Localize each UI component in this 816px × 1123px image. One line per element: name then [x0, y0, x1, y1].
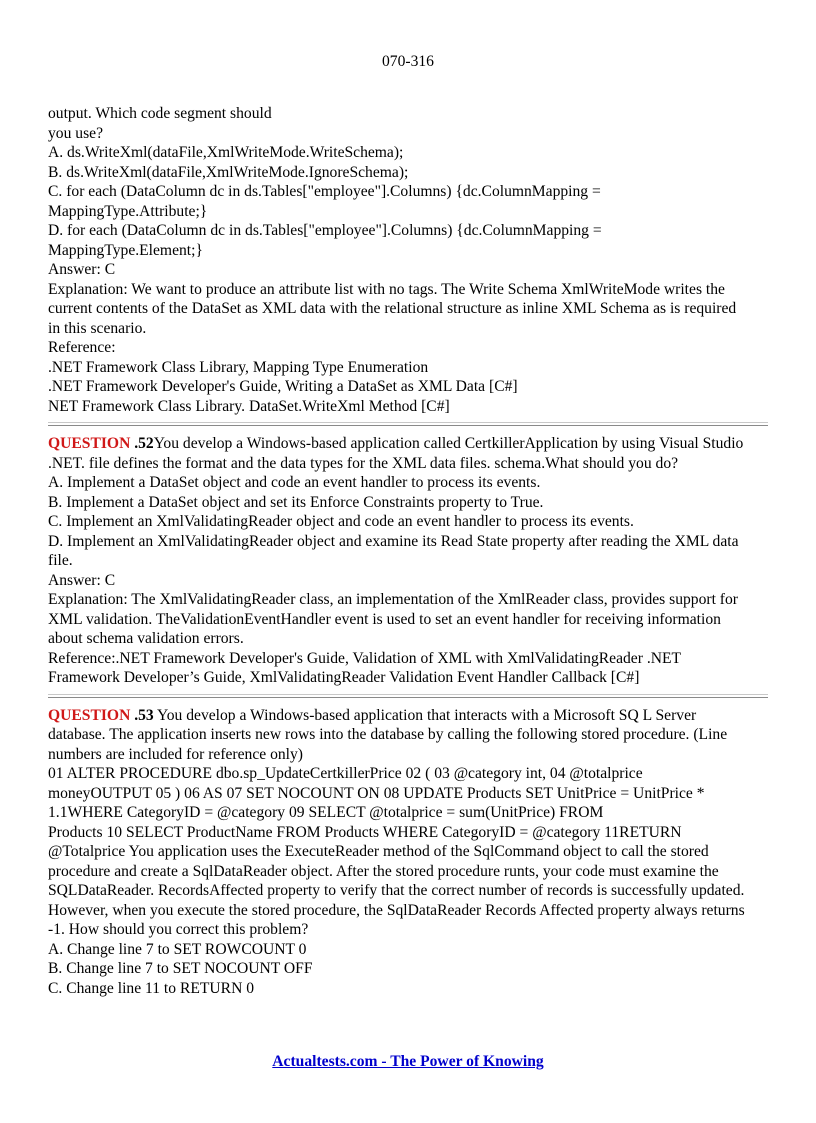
q52-option-d-cont: file. — [48, 552, 73, 569]
q53-line: However, when you execute the stored procedure, the SqlDataReader Records Affected property always returns — [48, 901, 745, 919]
q51-explanation: in this scenario. — [48, 319, 147, 337]
question-number: .53 — [134, 706, 154, 724]
q53-first-line: You develop a Windows-based application that interacts with a Microsoft SQ L Server — [153, 706, 697, 724]
section-divider — [48, 694, 768, 698]
q51-option-d: D. for each (DataColumn dc in ds.Tables["employee"].Columns) {dc.ColumnMapping = — [48, 222, 602, 239]
footer-link[interactable]: Actualtests.com - The Power of Knowing — [272, 1053, 544, 1070]
q51-reference: .NET Framework Class Library, Mapping Type Enumeration — [48, 358, 429, 376]
q52-explanation: about schema validation errors. — [48, 630, 244, 647]
q53-code: Products 10 SELECT ProductName FROM Products WHERE CategoryID = @category 11RETURN — [48, 823, 682, 841]
q53-heading — [48, 706, 774, 726]
question-label: QUESTION — [48, 706, 131, 724]
q53-option-a: A. Change line 7 to SET ROWCOUNT 0 — [48, 940, 307, 958]
q52-explanation: Explanation: The XmlValidatingReader class, an implementation of the XmlReader class, provides support for — [48, 591, 738, 608]
q53-line: procedure and create a SqlDataReader object. After the stored procedure runts, your code must examine the — [48, 862, 719, 880]
q53-line: numbers are included for reference only) — [48, 745, 304, 763]
q53-code: moneyOUTPUT 05 ) 06 AS 07 SET NOCOUNT ON 08 UPDATE Products SET UnitPrice = UnitPrice * — [48, 784, 705, 802]
q51-answer: Answer: C — [48, 261, 116, 278]
q53-line: @Totalprice You application uses the ExecuteReader method of the SqlCommand object to call the stored — [48, 843, 709, 860]
q51-reference: .NET Framework Developer's Guide, Writing a DataSet as XML Data [C#] — [48, 378, 518, 395]
q52-heading — [48, 434, 774, 454]
q51-explanation: current contents of the DataSet as XML data with the relational structure as inline XML Schema as is required — [48, 300, 737, 317]
q52-line: .NET. file defines the format and the data types for the XML data files. schema.What should you do? — [48, 454, 679, 472]
q51-option-a: A. ds.WriteXml(dataFile,XmlWriteMode.WriteSchema); — [48, 144, 404, 161]
q51-explanation: Explanation: We want to produce an attribute list with no tags. The Write Schema XmlWriteMode writes the — [48, 280, 725, 298]
q52-explanation: XML validation. TheValidationEventHandler event is used to set an event handler for receiving information — [48, 610, 721, 628]
q53-line: SQLDataReader. RecordsAffected property to verify that the correct number of records is successfully updated. — [48, 882, 745, 899]
q53-code: 1.1WHERE CategoryID = @category 09 SELECT @totalprice = sum(UnitPrice) FROM — [48, 804, 604, 821]
question-51-block — [48, 104, 774, 416]
q52-first-line: You develop a Windows-based application called CertkillerApplication by using Visual Studio — [153, 435, 744, 452]
q51-option-b: B. ds.WriteXml(dataFile,XmlWriteMode.IgnoreSchema); — [48, 163, 409, 181]
q51-line: you use? — [48, 124, 103, 142]
q51-reference-label: Reference: — [48, 339, 116, 356]
q53-question: -1. How should you correct this problem? — [48, 921, 309, 938]
q53-option-c: C. Change line 11 to RETURN 0 — [48, 979, 255, 997]
question-label: QUESTION — [48, 435, 131, 452]
q53-code: 01 ALTER PROCEDURE dbo.sp_UpdateCertkillerPrice 02 ( 03 @category int, 04 @totalprice — [48, 765, 643, 782]
q51-option-c: C. for each (DataColumn dc in ds.Tables["employee"].Columns) {dc.ColumnMapping = — [48, 183, 601, 200]
q52-answer: Answer: C — [48, 571, 116, 589]
q52-option-d: D. Implement an XmlValidatingReader object and examine its Read State property after reading the XML data — [48, 532, 739, 550]
q51-option-c-cont: MappingType.Attribute;} — [48, 202, 208, 220]
q53-line: database. The application inserts new rows into the database by calling the following stored procedure. (Line — [48, 726, 728, 743]
section-divider — [48, 422, 768, 426]
question-52-block — [48, 434, 774, 688]
q53-option-b: B. Change line 7 to SET NOCOUNT OFF — [48, 960, 313, 977]
q52-option-b: B. Implement a DataSet object and set its Enforce Constraints property to True. — [48, 493, 544, 511]
q52-reference: Reference:.NET Framework Developer's Guide, Validation of XML with XmlValidatingReader .NET — [48, 649, 682, 667]
q51-reference: NET Framework Class Library. DataSet.WriteXml Method [C#] — [48, 397, 450, 415]
q52-reference: Framework Developer’s Guide, XmlValidatingReader Validation Event Handler Callback [C#] — [48, 669, 640, 686]
q51-line: output. Which code segment should — [48, 105, 272, 122]
question-number: .52 — [134, 435, 154, 452]
question-53-block — [48, 706, 774, 999]
page-header-code: 070-316 — [382, 53, 434, 70]
q52-option-c: C. Implement an XmlValidatingReader object and code an event handler to process its events. — [48, 513, 634, 530]
page-content — [48, 104, 774, 998]
q51-option-d-cont: MappingType.Element;} — [48, 241, 203, 259]
q52-option-a: A. Implement a DataSet object and code an event handler to process its events. — [48, 474, 541, 491]
